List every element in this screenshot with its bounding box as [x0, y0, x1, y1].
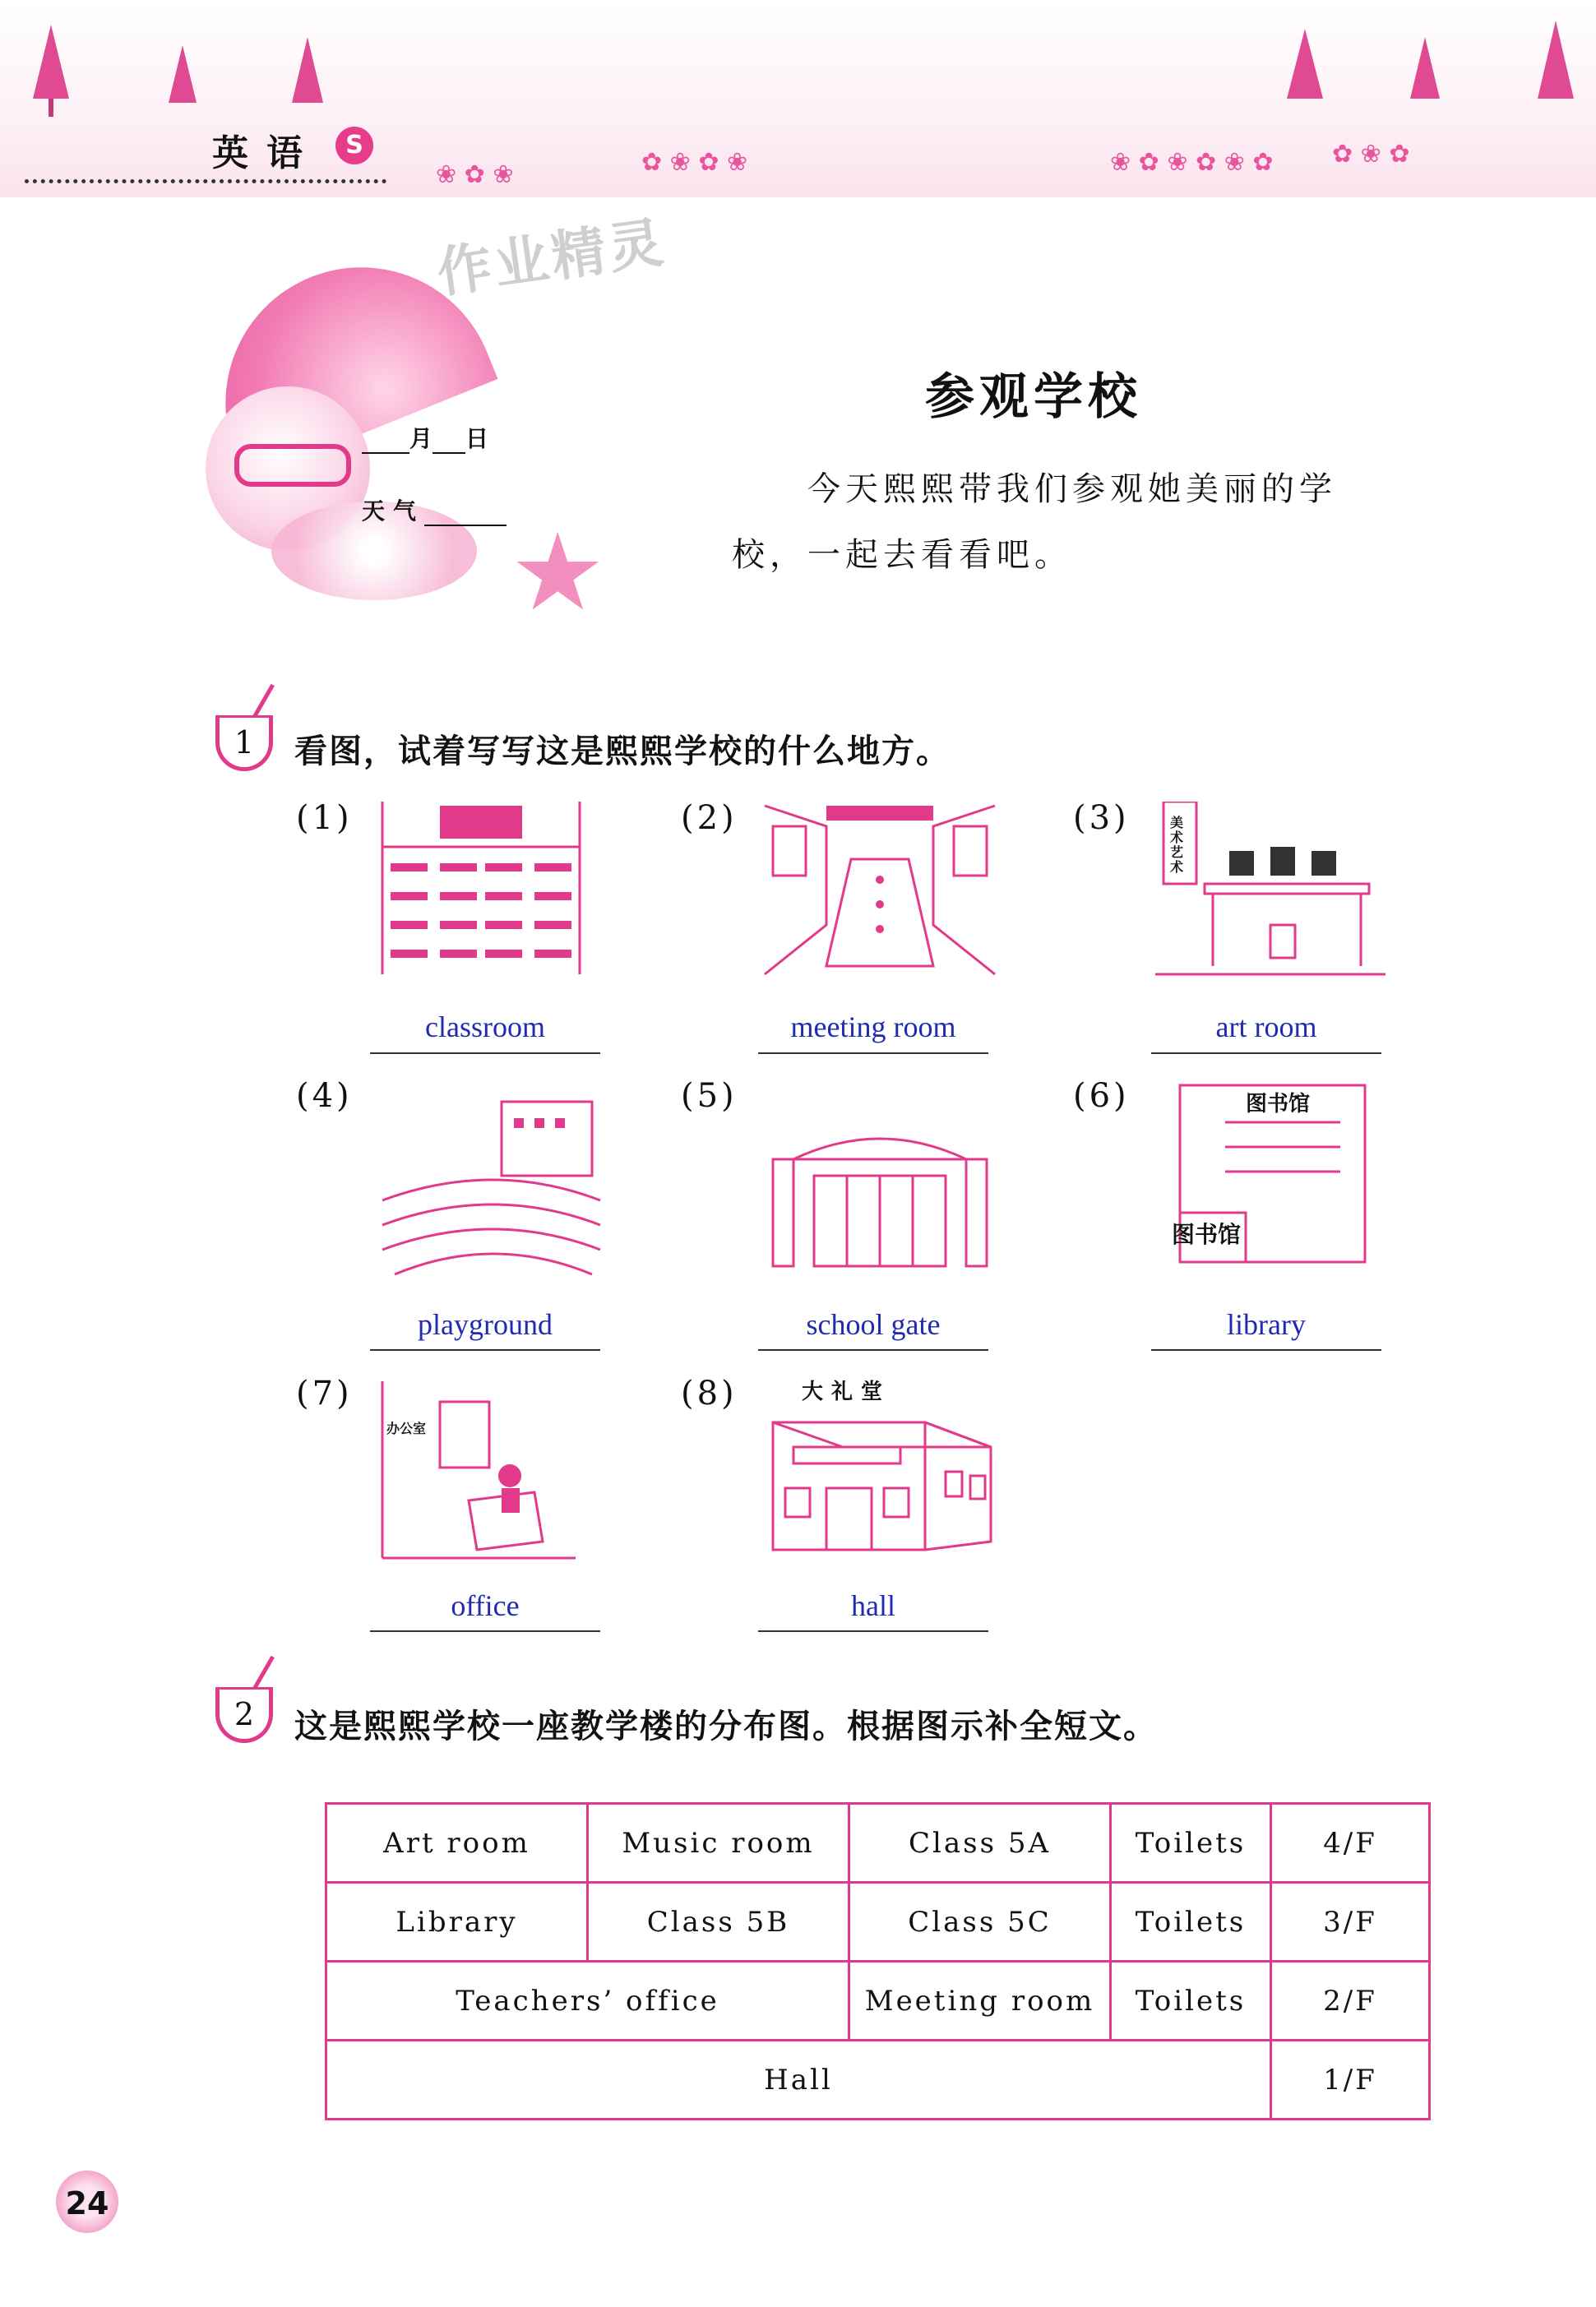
answer-line	[758, 1630, 988, 1632]
starfish-icon: ★	[510, 510, 606, 635]
tree-decoration	[292, 37, 323, 103]
flower-icon: ❀ ✿ ❀	[436, 160, 514, 189]
tree-decoration	[169, 45, 197, 103]
office-sign: 办公室	[386, 1421, 427, 1436]
art-room-sign: 美术艺术	[1170, 815, 1184, 875]
table-cell: Art room	[326, 1804, 588, 1883]
answer-line	[370, 1630, 600, 1632]
table-cell: Class 5A	[849, 1804, 1111, 1883]
item-number: (3)	[1073, 799, 1130, 837]
flower-icon: ❀ ✿ ❀ ✿ ❀ ✿	[1110, 148, 1274, 177]
weather-blank[interactable]	[424, 505, 507, 526]
answer-line	[1151, 1349, 1381, 1351]
library-sign-top: 图书馆	[1246, 1092, 1311, 1117]
floor-label: 2/F	[1271, 1962, 1430, 2041]
floor-label: 3/F	[1271, 1883, 1430, 1962]
table-cell: Hall	[326, 2041, 1271, 2120]
header-dotted-line	[25, 179, 386, 183]
floor-label: 4/F	[1271, 1804, 1430, 1883]
answer-text[interactable]: art room	[1215, 1010, 1317, 1043]
subject-badge: S	[335, 127, 373, 164]
item-number: (1)	[296, 799, 353, 837]
flower-icon: ✿ ❀ ✿	[1332, 140, 1410, 169]
answer-text[interactable]: meeting room	[790, 1010, 956, 1043]
table-row	[326, 2041, 1430, 2120]
tree-decoration	[1538, 21, 1574, 99]
item-number: (7)	[296, 1375, 353, 1412]
flower-icon: ✿ ❀ ✿ ❀	[641, 148, 748, 177]
playground-illustration	[378, 1093, 608, 1286]
watermark: 作业精灵	[433, 210, 670, 306]
table-cell: Meeting room	[849, 1962, 1111, 2041]
answer-text[interactable]: school gate	[806, 1308, 941, 1341]
hall-sign: 大礼堂	[802, 1380, 891, 1404]
intro-text: 今天熙熙带我们参观她美丽的学校，一起去看看吧。	[732, 470, 1337, 574]
month-blank[interactable]	[362, 432, 409, 454]
answer-line	[370, 1349, 600, 1351]
tree-decoration	[33, 25, 69, 117]
page-title: 参观学校	[925, 368, 1142, 426]
item-number: (6)	[1073, 1077, 1130, 1115]
table-cell: Music room	[588, 1804, 849, 1883]
floor-plan-table	[325, 1802, 1431, 2120]
page-number: 24	[65, 2185, 109, 2221]
item-number: (4)	[296, 1077, 353, 1115]
section-1-instruction: 看图，试着写写这是熙熙学校的什么地方。	[294, 733, 951, 770]
table-cell: Toilets	[1111, 1804, 1271, 1883]
section-1-badge: 1	[215, 715, 273, 771]
library-sign-bottom: 图书馆	[1172, 1221, 1242, 1248]
glasses-illustration	[234, 444, 351, 487]
school-gate-illustration	[769, 1126, 991, 1274]
item-number: (5)	[681, 1077, 738, 1115]
meeting-room-illustration	[761, 802, 999, 982]
answer-line	[1151, 1052, 1381, 1054]
answer-text[interactable]: playground	[418, 1308, 553, 1341]
table-cell: Toilets	[1111, 1883, 1271, 1962]
day-blank[interactable]	[433, 432, 465, 454]
answer-text[interactable]: classroom	[425, 1010, 545, 1043]
straw-decoration	[252, 684, 275, 718]
office-illustration	[378, 1377, 576, 1574]
table-cell: Class 5C	[849, 1883, 1111, 1962]
floor-label: 1/F	[1271, 2041, 1430, 2120]
weather-field: 天气	[362, 493, 507, 526]
section-2-badge: 2	[215, 1687, 273, 1743]
answer-line	[758, 1052, 988, 1054]
straw-decoration	[252, 1656, 275, 1690]
classroom-illustration	[378, 798, 584, 982]
answer-text[interactable]: office	[451, 1589, 520, 1622]
table-cell: Toilets	[1111, 1962, 1271, 2041]
item-number: (8)	[681, 1375, 738, 1412]
tree-decoration	[1287, 29, 1323, 99]
hall-illustration	[769, 1398, 999, 1557]
date-field: 月 日	[362, 421, 488, 454]
table-cell: Class 5B	[588, 1883, 849, 1962]
table-cell: Library	[326, 1883, 588, 1962]
table-cell: Teachers’ office	[326, 1962, 849, 2041]
table-row	[326, 1962, 1430, 2041]
item-number: (2)	[681, 799, 738, 837]
answer-text[interactable]: library	[1227, 1308, 1306, 1341]
subject-title: 英语	[212, 132, 321, 174]
tree-decoration	[1410, 37, 1440, 99]
art-room-illustration	[1155, 802, 1386, 986]
section-2-instruction: 这是熙熙学校一座教学楼的分布图。根据图示补全短文。	[294, 1708, 1158, 1745]
table-row	[326, 1883, 1430, 1962]
table-row	[326, 1804, 1430, 1883]
answer-line	[758, 1349, 988, 1351]
answer-line	[370, 1052, 600, 1054]
answer-text[interactable]: hall	[851, 1589, 895, 1622]
